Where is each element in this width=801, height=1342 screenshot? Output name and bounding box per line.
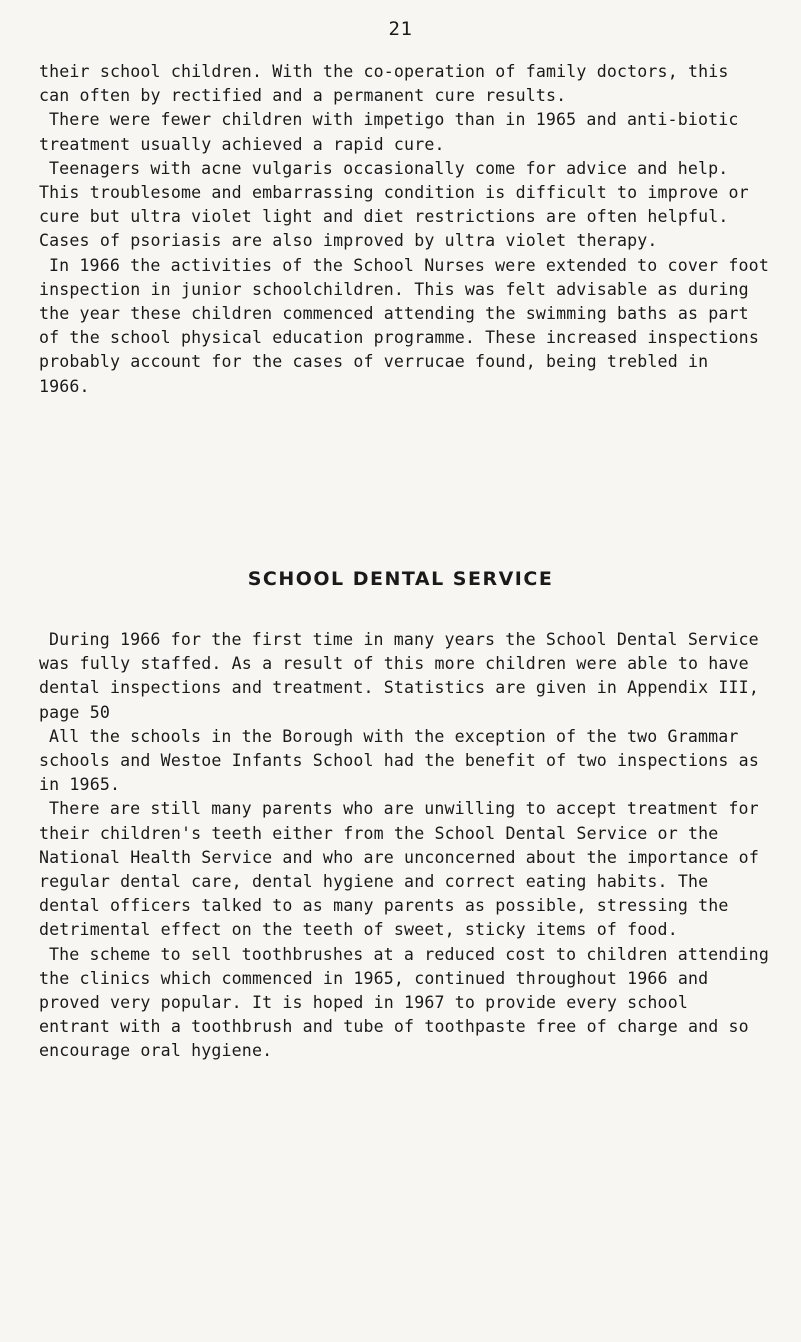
section-heading: SCHOOL DENTAL SERVICE [247, 568, 554, 590]
section-dental-service [39, 628, 769, 1064]
paragraph: Teenagers with acne vulgaris occasionally come for advice and help. This troublesome and embarrassing condition is difficult to improve or cure but ultra violet light and diet restrictions are often helpful. Cases of psoriasis are also improved by ultra violet therapy. [39, 158, 749, 251]
paragraph: their school children. With the co-operation of family doctors, this can often by rectified and a permanent cure results. [39, 62, 729, 106]
paragraph: There were fewer children with impetigo than in 1965 and anti-biotic treatment usually achieved a rapid cure. [39, 110, 739, 154]
page-number: 21 [388, 18, 413, 40]
paragraph: In 1966 the activities of the School Nurses were extended to cover foot inspection in junior schoolchildren. This was felt advisable as during the year these children commenced attending the swimming baths as part of the school physical education programme. These increased inspections probably account for the cases of verrucae found, being trebled in 1966. [39, 255, 769, 396]
paragraph: The scheme to sell toothbrushes at a reduced cost to children attending the clinics which commenced in 1965, continued throughout 1966 and proved very popular. It is hoped in 1967 to provide every school entrant with a toothbrush and tube of toothpaste free of charge and so encourage oral hygiene. [39, 944, 769, 1061]
paragraph: All the schools in the Borough with the exception of the two Grammar schools and Westoe Infants School had the benefit of two inspections as in 1965. [39, 726, 759, 795]
section-skin-conditions [39, 60, 769, 399]
paragraph: There are still many parents who are unwilling to accept treatment for their children's teeth either from the School Dental Service or the National Health Service and who are unconcerned about the importance of regular dental care, dental hygiene and correct eating habits. The dental officers talked to as many parents as possible, stressing the detrimental effect on the teeth of sweet, sticky items of food. [39, 799, 759, 940]
paragraph: During 1966 for the first time in many years the School Dental Service was fully staffed. As a result of this more children were able to have dental inspections and treatment. Statistics are given in Appendix III, page 50 [39, 630, 759, 722]
